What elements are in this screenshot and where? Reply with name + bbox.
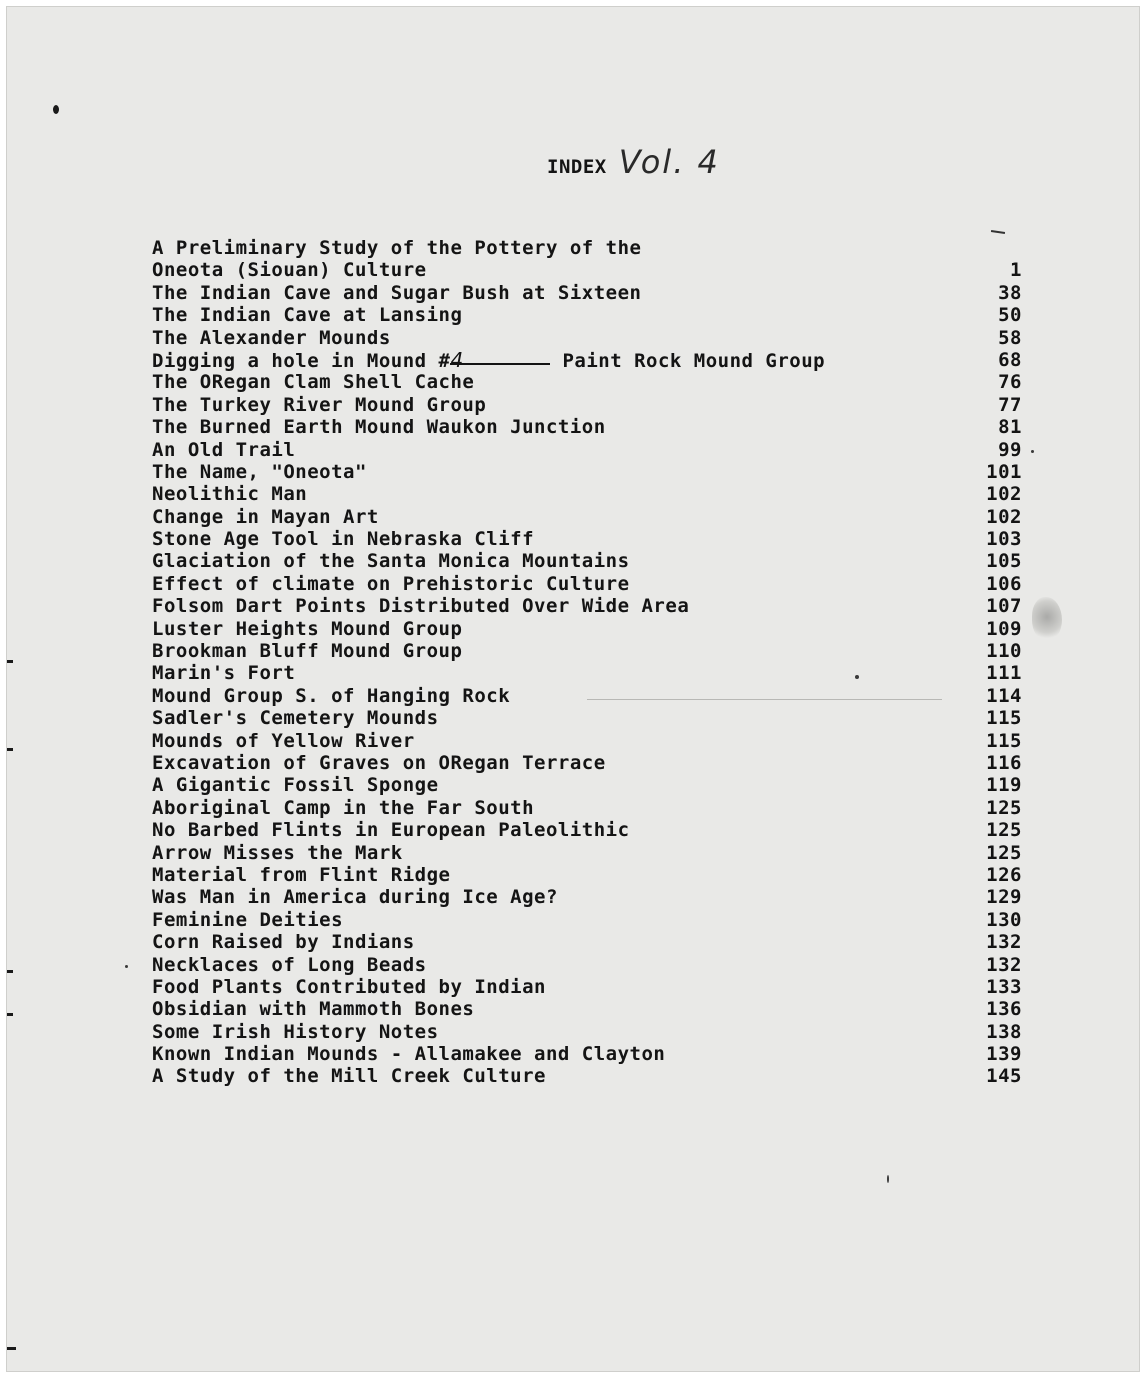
index-entry <box>152 237 1022 259</box>
ink-smudge <box>1032 597 1062 641</box>
entry-title: Mound Group S. of Hanging Rock <box>152 684 511 707</box>
index-entry <box>152 259 1022 281</box>
entry-page-number: 133 <box>986 975 1022 998</box>
index-title: INDEX <box>547 156 607 178</box>
entry-title: Known Indian Mounds - Allamakee and Clayton <box>152 1043 666 1066</box>
margin-tick-mark <box>7 660 13 663</box>
index-entry <box>152 282 1022 304</box>
entry-page-number: 145 <box>986 1065 1022 1088</box>
entry-title: Arrow Misses the Mark <box>152 841 403 864</box>
index-entry <box>152 797 1022 819</box>
index-entry <box>152 819 1022 841</box>
paper-speck <box>855 675 859 679</box>
index-entry <box>152 371 1022 393</box>
paper-speck <box>1031 450 1034 453</box>
entry-title: No Barbed Flints in European Paleolithic <box>152 819 630 842</box>
entry-page-number: 77 <box>998 393 1022 416</box>
entry-title: Material from Flint Ridge <box>152 863 451 886</box>
entry-title: A Gigantic Fossil Sponge <box>152 774 439 797</box>
entry-page-number: 132 <box>986 953 1022 976</box>
index-entry <box>152 394 1022 416</box>
index-entry <box>152 886 1022 908</box>
margin-tick-mark <box>7 1347 16 1350</box>
entry-page-number: 116 <box>986 751 1022 774</box>
entry-page-number: 107 <box>986 595 1022 618</box>
paper-speck <box>887 1175 889 1183</box>
index-entry <box>152 349 1022 371</box>
index-entry <box>152 640 1022 662</box>
entry-page-number: 125 <box>986 796 1022 819</box>
entry-page-number: 105 <box>986 550 1022 573</box>
index-entry <box>152 573 1022 595</box>
entry-page-number: 81 <box>998 416 1022 439</box>
entry-page-number: 76 <box>998 371 1022 394</box>
entry-title: Luster Heights Mound Group <box>152 617 463 640</box>
entry-page-number: 109 <box>986 617 1022 640</box>
index-entry <box>152 461 1022 483</box>
index-entry <box>152 752 1022 774</box>
entry-title: The Burned Earth Mound Waukon Junction <box>152 416 606 439</box>
entry-page-number: 129 <box>986 886 1022 909</box>
entry-page-number: 114 <box>986 684 1022 707</box>
entry-title: The Name, "Oneota" <box>152 460 367 483</box>
index-entry <box>152 685 1022 707</box>
index-entry <box>152 842 1022 864</box>
paper-speck <box>125 965 128 968</box>
handwritten-mound-number: 4 <box>450 347 464 372</box>
index-entry <box>152 864 1022 886</box>
entry-page-number: 58 <box>998 326 1022 349</box>
entry-title: Stone Age Tool in Nebraska Cliff <box>152 528 535 551</box>
entry-title: Sadler's Cemetery Mounds <box>152 707 439 730</box>
entry-page-number: 106 <box>986 572 1022 595</box>
entry-title: Change in Mayan Art <box>152 505 379 528</box>
index-entry <box>152 730 1022 752</box>
index-entry <box>152 506 1022 528</box>
entry-title: An Old Trail <box>152 438 296 461</box>
index-entry <box>152 528 1022 550</box>
entry-title: Was Man in America during Ice Age? <box>152 886 558 909</box>
index-entry <box>152 550 1022 572</box>
entry-page-number: 99 <box>998 438 1022 461</box>
entry-title: Obsidian with Mammoth Bones <box>152 998 475 1021</box>
margin-tick-mark <box>7 1013 13 1016</box>
entry-page-number: 103 <box>986 528 1022 551</box>
entry-title: Corn Raised by Indians <box>152 931 415 954</box>
entry-title: The Indian Cave and Sugar Bush at Sixteen <box>152 281 642 304</box>
entry-title: Neolithic Man <box>152 483 308 506</box>
entry-title: Effect of climate on Prehistoric Culture <box>152 572 630 595</box>
index-entry <box>152 618 1022 640</box>
entry-title: Oneota (Siouan) Culture <box>152 259 427 282</box>
entry-page-number: 68 <box>998 348 1022 371</box>
entry-title: Mounds of Yellow River <box>152 729 415 752</box>
margin-tick-mark <box>7 970 13 973</box>
margin-punch-dot <box>53 105 59 114</box>
entry-title: Feminine Deities <box>152 908 344 931</box>
entry-title: A Study of the Mill Creek Culture <box>152 1065 546 1088</box>
faint-pencil-line <box>587 699 942 700</box>
entry-title: Marin's Fort <box>152 662 296 685</box>
index-entry <box>152 707 1022 729</box>
entry-title: The ORegan Clam Shell Cache <box>152 371 475 394</box>
index-entry <box>152 416 1022 438</box>
index-entry <box>152 483 1022 505</box>
index-list <box>152 237 1022 1088</box>
index-entry <box>152 1065 1022 1087</box>
entry-page-number: 1 <box>1010 259 1022 282</box>
entry-page-number: 136 <box>986 998 1022 1021</box>
index-entry <box>152 976 1022 998</box>
index-entry <box>152 954 1022 976</box>
entry-title: Excavation of Graves on ORegan Terrace <box>152 751 606 774</box>
index-entry <box>152 662 1022 684</box>
entry-title: Folsom Dart Points Distributed Over Wide Area <box>152 595 690 618</box>
entry-title: Brookman Bluff Mound Group <box>152 640 463 663</box>
entry-page-number: 38 <box>998 281 1022 304</box>
entry-title: Necklaces of Long Beads <box>152 953 427 976</box>
entry-page-number: 139 <box>986 1043 1022 1066</box>
entry-title: The Indian Cave at Lansing <box>152 304 463 327</box>
entry-page-number: 130 <box>986 908 1022 931</box>
entry-page-number: 115 <box>986 707 1022 730</box>
index-entry <box>152 998 1022 1020</box>
fill-in-blank <box>450 347 550 372</box>
entry-title-compound <box>152 349 825 372</box>
index-entry <box>152 327 1022 349</box>
index-entry <box>152 909 1022 931</box>
entry-title: The Alexander Mounds <box>152 326 391 349</box>
entry-page-number: 126 <box>986 863 1022 886</box>
entry-page-number: 111 <box>986 662 1022 685</box>
entry-title: Some Irish History Notes <box>152 1020 439 1043</box>
entry-page-number: 119 <box>986 774 1022 797</box>
entry-page-number: 138 <box>986 1020 1022 1043</box>
entry-page-number: 125 <box>986 819 1022 842</box>
entry-title: Digging a hole in Mound # <box>152 349 451 372</box>
entry-title: Food Plants Contributed by Indian <box>152 975 546 998</box>
entry-page-number: 115 <box>986 729 1022 752</box>
document-page <box>6 6 1140 1372</box>
index-entry <box>152 1043 1022 1065</box>
entry-page-number: 110 <box>986 640 1022 663</box>
entry-page-number: 101 <box>986 460 1022 483</box>
pencil-dash-mark <box>991 230 1005 234</box>
entry-page-number: 125 <box>986 841 1022 864</box>
index-entry <box>152 931 1022 953</box>
index-entry <box>152 774 1022 796</box>
index-entry <box>152 1021 1022 1043</box>
entry-page-number: 132 <box>986 931 1022 954</box>
entry-title: The Turkey River Mound Group <box>152 393 487 416</box>
margin-tick-mark <box>7 748 13 751</box>
entry-title-suffix: Paint Rock Mound Group <box>562 349 826 372</box>
index-entry <box>152 304 1022 326</box>
index-entry <box>152 595 1022 617</box>
entry-page-number: 102 <box>986 505 1022 528</box>
handwritten-volume-label: Vol. 4 <box>618 143 720 181</box>
entry-title: A Preliminary Study of the Pottery of the <box>152 237 642 259</box>
index-heading <box>547 143 720 183</box>
entry-title: Aboriginal Camp in the Far South <box>152 796 535 819</box>
entry-title: Glaciation of the Santa Monica Mountains <box>152 550 630 573</box>
index-entry <box>152 439 1022 461</box>
entry-page-number: 102 <box>986 483 1022 506</box>
entry-page-number: 50 <box>998 304 1022 327</box>
